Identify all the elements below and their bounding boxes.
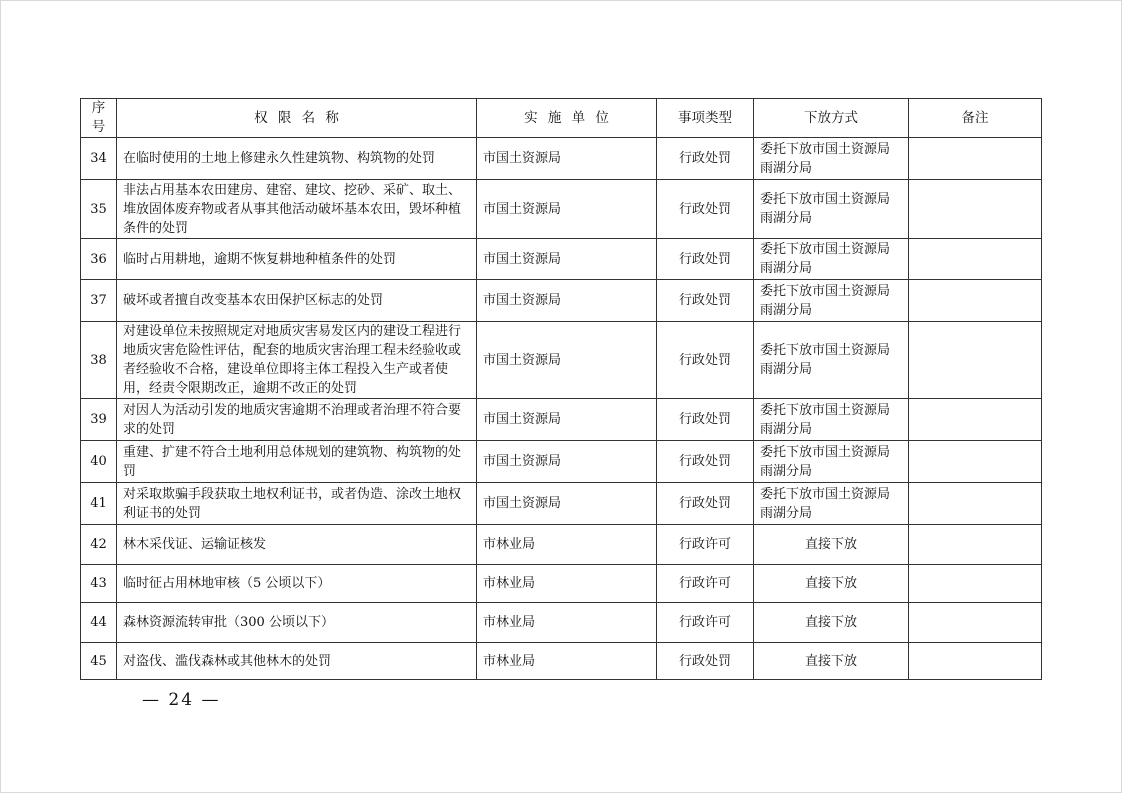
row-unit: 市林业局: [477, 643, 657, 680]
table-row: [81, 603, 1042, 643]
row-note: [909, 603, 1042, 643]
table-row: [81, 280, 1042, 322]
table-row: [81, 565, 1042, 603]
row-method: 直接下放: [754, 565, 909, 603]
row-note: [909, 138, 1042, 180]
header-type: 事项类型: [657, 99, 754, 138]
row-seq: 40: [81, 441, 117, 483]
row-type: 行政处罚: [657, 239, 754, 280]
row-method: 委托下放市国土资源局雨湖分局: [754, 239, 909, 280]
row-seq: 42: [81, 525, 117, 565]
row-name: 重建、扩建不符合土地利用总体规划的建筑物、构筑物的处罚: [117, 441, 477, 483]
table-row: [81, 525, 1042, 565]
table-row: [81, 138, 1042, 180]
row-unit: 市国土资源局: [477, 322, 657, 399]
row-seq: 43: [81, 565, 117, 603]
header-method: 下放方式: [754, 99, 909, 138]
row-seq: 44: [81, 603, 117, 643]
row-unit: 市林业局: [477, 603, 657, 643]
row-unit: 市国土资源局: [477, 483, 657, 525]
row-unit: 市林业局: [477, 525, 657, 565]
page-number: — 24 —: [142, 690, 221, 710]
row-seq: 38: [81, 322, 117, 399]
row-seq: 37: [81, 280, 117, 322]
row-note: [909, 280, 1042, 322]
row-name: 非法占用基本农田建房、建窑、建坟、挖砂、采矿、取土、堆放固体废弃物或者从事其他活动破坏基本农田，毁坏种植条件的处罚: [117, 180, 477, 239]
header-note: 备注: [909, 99, 1042, 138]
row-method: 委托下放市国土资源局雨湖分局: [754, 322, 909, 399]
row-method: 委托下放市国土资源局雨湖分局: [754, 441, 909, 483]
row-note: [909, 180, 1042, 239]
row-type: 行政许可: [657, 603, 754, 643]
row-method: 委托下放市国土资源局雨湖分局: [754, 138, 909, 180]
row-name: 对因人为活动引发的地质灾害逾期不治理或者治理不符合要求的处罚: [117, 399, 477, 441]
row-seq: 34: [81, 138, 117, 180]
header-name: 权 限 名 称: [117, 99, 477, 138]
table-row: [81, 180, 1042, 239]
row-name: 临时占用耕地，逾期不恢复耕地种植条件的处罚: [117, 239, 477, 280]
table-row: [81, 239, 1042, 280]
row-method: 委托下放市国土资源局雨湖分局: [754, 280, 909, 322]
row-name: 森林资源流转审批（300 公顷以下）: [117, 603, 477, 643]
row-type: 行政处罚: [657, 322, 754, 399]
row-type: 行政处罚: [657, 280, 754, 322]
header-seq: 序号: [81, 99, 117, 138]
row-method: 直接下放: [754, 525, 909, 565]
table-row: [81, 483, 1042, 525]
header-unit: 实 施 单 位: [477, 99, 657, 138]
row-type: 行政处罚: [657, 180, 754, 239]
row-unit: 市国土资源局: [477, 239, 657, 280]
authority-table: [80, 98, 1042, 680]
row-name: 在临时使用的土地上修建永久性建筑物、构筑物的处罚: [117, 138, 477, 180]
row-name: 破坏或者擅自改变基本农田保护区标志的处罚: [117, 280, 477, 322]
row-note: [909, 525, 1042, 565]
row-note: [909, 322, 1042, 399]
row-method: 直接下放: [754, 603, 909, 643]
row-type: 行政处罚: [657, 138, 754, 180]
row-method: 委托下放市国土资源局雨湖分局: [754, 399, 909, 441]
row-seq: 35: [81, 180, 117, 239]
row-name: 对盗伐、滥伐森林或其他林木的处罚: [117, 643, 477, 680]
row-unit: 市国土资源局: [477, 441, 657, 483]
row-note: [909, 399, 1042, 441]
row-type: 行政许可: [657, 565, 754, 603]
row-note: [909, 643, 1042, 680]
row-method: 直接下放: [754, 643, 909, 680]
row-type: 行政处罚: [657, 643, 754, 680]
row-type: 行政处罚: [657, 399, 754, 441]
table-row: [81, 643, 1042, 680]
row-method: 委托下放市国土资源局雨湖分局: [754, 180, 909, 239]
row-name: 临时征占用林地审核（5 公顷以下）: [117, 565, 477, 603]
row-name: 林木采伐证、运输证核发: [117, 525, 477, 565]
row-note: [909, 239, 1042, 280]
row-type: 行政处罚: [657, 441, 754, 483]
table-row: [81, 441, 1042, 483]
row-unit: 市林业局: [477, 565, 657, 603]
row-type: 行政处罚: [657, 483, 754, 525]
row-seq: 41: [81, 483, 117, 525]
row-unit: 市国土资源局: [477, 138, 657, 180]
row-note: [909, 483, 1042, 525]
row-note: [909, 565, 1042, 603]
row-seq: 36: [81, 239, 117, 280]
row-unit: 市国土资源局: [477, 399, 657, 441]
row-unit: 市国土资源局: [477, 180, 657, 239]
table-row: [81, 399, 1042, 441]
row-seq: 39: [81, 399, 117, 441]
row-type: 行政许可: [657, 525, 754, 565]
row-name: 对采取欺骗手段获取土地权利证书，或者伪造、涂改土地权利证书的处罚: [117, 483, 477, 525]
row-method: 委托下放市国土资源局雨湖分局: [754, 483, 909, 525]
row-unit: 市国土资源局: [477, 280, 657, 322]
table-header-row: [81, 99, 1042, 138]
row-name: 对建设单位未按照规定对地质灾害易发区内的建设工程进行地质灾害危险性评估，配套的地质灾害治理工程未经验收或者经验收不合格，建设单位即将主体工程投入生产或者使用，经责令限期改正，逾期不改正的处罚: [117, 322, 477, 399]
row-note: [909, 441, 1042, 483]
row-seq: 45: [81, 643, 117, 680]
table-row: [81, 322, 1042, 399]
